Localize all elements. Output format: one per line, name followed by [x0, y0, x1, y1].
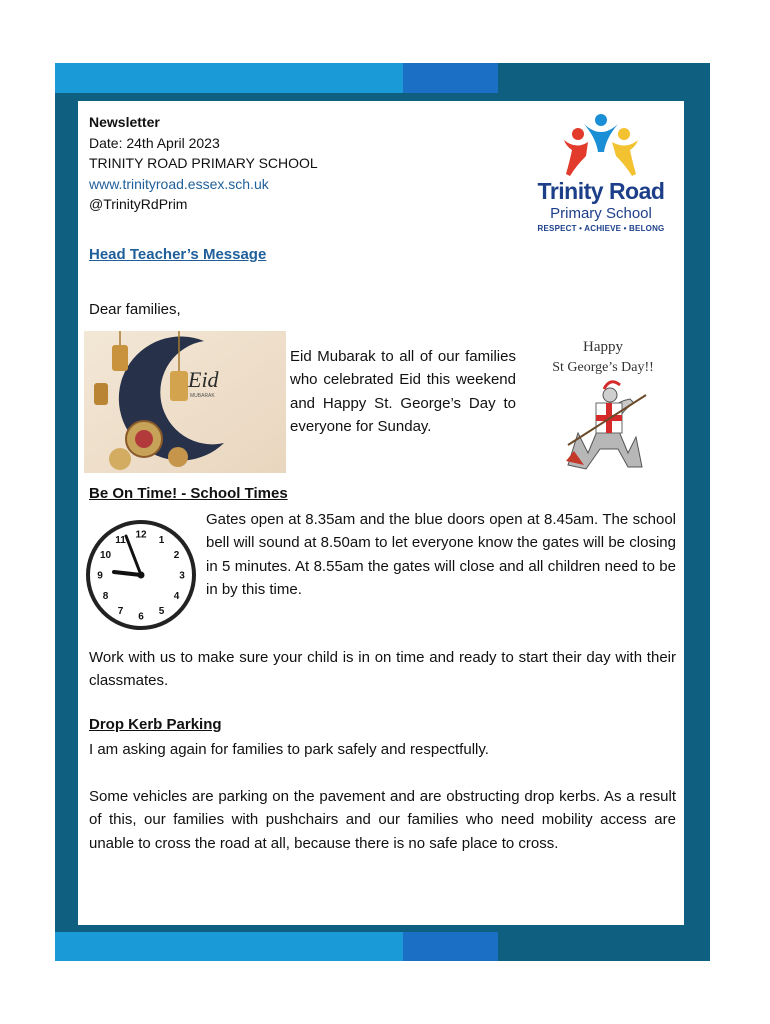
- logo-title: Trinity Road: [537, 178, 665, 204]
- school-website-link[interactable]: www.trinityroad.essex.sch.uk: [89, 175, 269, 192]
- school-times-text: Gates open at 8.35am and the blue doors open at 8.45am. The school bell will sound at 8.50am to let everyone know the gates will be closing in 5 minutes. At 8.55am the gates will close and all children need to be in by this time.: [206, 511, 676, 598]
- clock-number: 10: [99, 550, 112, 561]
- drop-kerb-heading: Drop Kerb Parking: [89, 716, 222, 733]
- clock-number: 7: [117, 606, 124, 617]
- clock-icon: [84, 518, 198, 632]
- on-time-message: Work with us to make sure your child is in on time and ready to start their day with their classmates.: [89, 649, 676, 690]
- newsletter-title: Newsletter: [89, 114, 160, 130]
- st-george-image: [538, 333, 668, 477]
- clock-number: 9: [97, 570, 103, 582]
- clock-number: 4: [173, 591, 180, 602]
- greeting: Dear families,: [89, 301, 181, 318]
- clock-number: 1: [158, 535, 165, 546]
- border-accent-top-dark: [498, 63, 710, 93]
- border-right: [686, 63, 710, 961]
- social-handle: @TrinityRdPrim: [89, 196, 188, 212]
- school-times-heading: Be On Time! - School Times: [89, 485, 288, 502]
- border-accent-bottom-dark: [498, 932, 710, 961]
- eid-image-subtext: MUBARAK: [190, 393, 215, 399]
- logo-figures-icon: [526, 110, 676, 180]
- border-left-dark: [55, 93, 70, 932]
- school-logo: [526, 110, 676, 235]
- clock-number: 2: [173, 550, 180, 561]
- clock-number: 12: [135, 529, 147, 541]
- head-teacher-heading: Head Teacher’s Message: [89, 246, 267, 263]
- drop-kerb-details: Some vehicles are parking on the pavement and are obstructing drop kerbs. As a result of this, our families with pushchairs and our families who need mobility access are unable to cross the road at all, because there is no safe place to cross.: [89, 788, 676, 852]
- drop-kerb-request: I am asking again for families to park safely and respectfully.: [89, 741, 489, 758]
- eid-image-text: Eid: [188, 367, 219, 392]
- clock-number: 6: [138, 611, 144, 623]
- clock-number: 11: [115, 535, 126, 546]
- logo-subtitle: Primary School: [550, 205, 652, 222]
- clock-number: 5: [158, 606, 165, 617]
- newsletter-date: Date: 24th April 2023: [89, 134, 220, 151]
- clock-number: 8: [102, 591, 109, 602]
- school-name: TRINITY ROAD PRIMARY SCHOOL: [89, 155, 318, 171]
- george-image-text-2: St George’s Day!!: [552, 360, 654, 375]
- newsletter-header: [89, 112, 318, 215]
- logo-motto: RESPECT • ACHIEVE • BELONG: [537, 224, 665, 233]
- clock-number: 3: [179, 570, 185, 582]
- george-image-text-1: Happy: [583, 339, 623, 355]
- eid-mubarak-image: [84, 331, 286, 473]
- border-accent-top: [403, 63, 498, 93]
- border-accent-bottom: [403, 932, 498, 961]
- eid-message: Eid Mubarak to all of our families who celebrated Eid this weekend and Happy St. George’s Day to everyone for Sunday.: [290, 348, 516, 435]
